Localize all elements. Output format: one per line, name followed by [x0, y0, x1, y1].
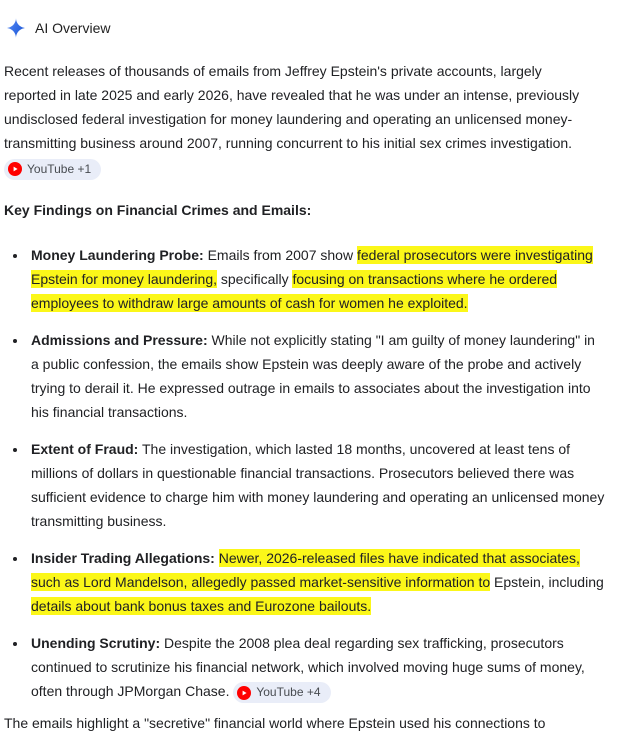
outro-paragraph: The emails highlight a "secretive" financial world where Epstein used his connections to: [4, 715, 546, 731]
list-item-extent-of-fraud: [28, 437, 605, 533]
list-item-admissions-and-pressure: [28, 328, 605, 424]
list-item-insider-trading-allegations: [28, 546, 605, 618]
source-chip-youtube-plus1[interactable]: [4, 159, 101, 180]
source-chip-label: YouTube +4: [256, 685, 321, 699]
bullet-label: Unending Scrutiny:: [31, 634, 161, 651]
bullet-text: Despite the 2008 plea deal regarding sex trafficking, prosecutors continued to scrutinize his financial network, which involved moving huge sums of money, often through JPMorgan Chase.: [31, 634, 585, 699]
bullet-label: Insider Trading Allegations:: [31, 549, 215, 566]
ai-sparkle-icon: [6, 18, 26, 38]
bullet-text: Epstein, including: [490, 573, 604, 590]
bullet-label: Money Laundering Probe:: [31, 246, 204, 263]
source-chip-label: YouTube +1: [27, 161, 92, 176]
bullet-text: While not explicitly stating "I am guilty of money laundering" in a public confession, the emails show Epstein was deeply aware of the probe and actively trying to derail it. He expressed outrage in emails to associates about the investigation into his financial transactions.: [31, 331, 595, 420]
bullet-label: Admissions and Pressure:: [31, 331, 208, 348]
intro-text: Recent releases of thousands of emails from Jeffrey Epstein's private accounts, largely reported in late 2025 and early 2026, have revealed that he was under an intense, previously undisclosed federal investigation for money laundering and operating an unlicensed money-transmitting business around 2007, running concurrent to his initial sex crimes investigation.: [4, 63, 580, 151]
intro-paragraph: [4, 59, 587, 180]
highlighted-text: Newer, 2026-released files have indicated that associates, such as Lord Mandelson, allegedly passed market-sensitive information to: [31, 549, 580, 590]
highlighted-text: focusing on transactions where he ordered employees to withdraw large amounts of cash for women he exploited.: [31, 270, 558, 311]
ai-overview-title: AI Overview: [35, 20, 111, 36]
bullet-label: Extent of Fraud:: [31, 440, 139, 457]
source-chip-youtube-plus4[interactable]: [233, 682, 330, 703]
bullet-text: The investigation, which lasted 18 months, uncovered at least tens of millions of dollars in questionable financial transactions. Prosecutors believed there was sufficient evidence to charge him with money laundering and operating an unlicensed money transmitting business.: [31, 440, 605, 529]
ai-overview-panel: [4, 16, 635, 735]
highlighted-text: federal prosecutors were investigating Epstein for money laundering,: [31, 246, 593, 287]
section-heading: Key Findings on Financial Crimes and Emails:: [4, 201, 312, 218]
key-findings-list: [4, 243, 605, 704]
bullet-text: specifically: [217, 270, 293, 287]
highlighted-text: details about bank bonus taxes and Eurozone bailouts.: [31, 597, 372, 614]
youtube-play-icon: [8, 162, 22, 176]
list-item-money-laundering-probe: [28, 243, 605, 315]
bullet-text: Emails from 2007 show: [203, 246, 357, 263]
list-item-unending-scrutiny: [28, 631, 605, 704]
ai-overview-header: [6, 16, 635, 40]
youtube-play-icon: [237, 686, 251, 700]
